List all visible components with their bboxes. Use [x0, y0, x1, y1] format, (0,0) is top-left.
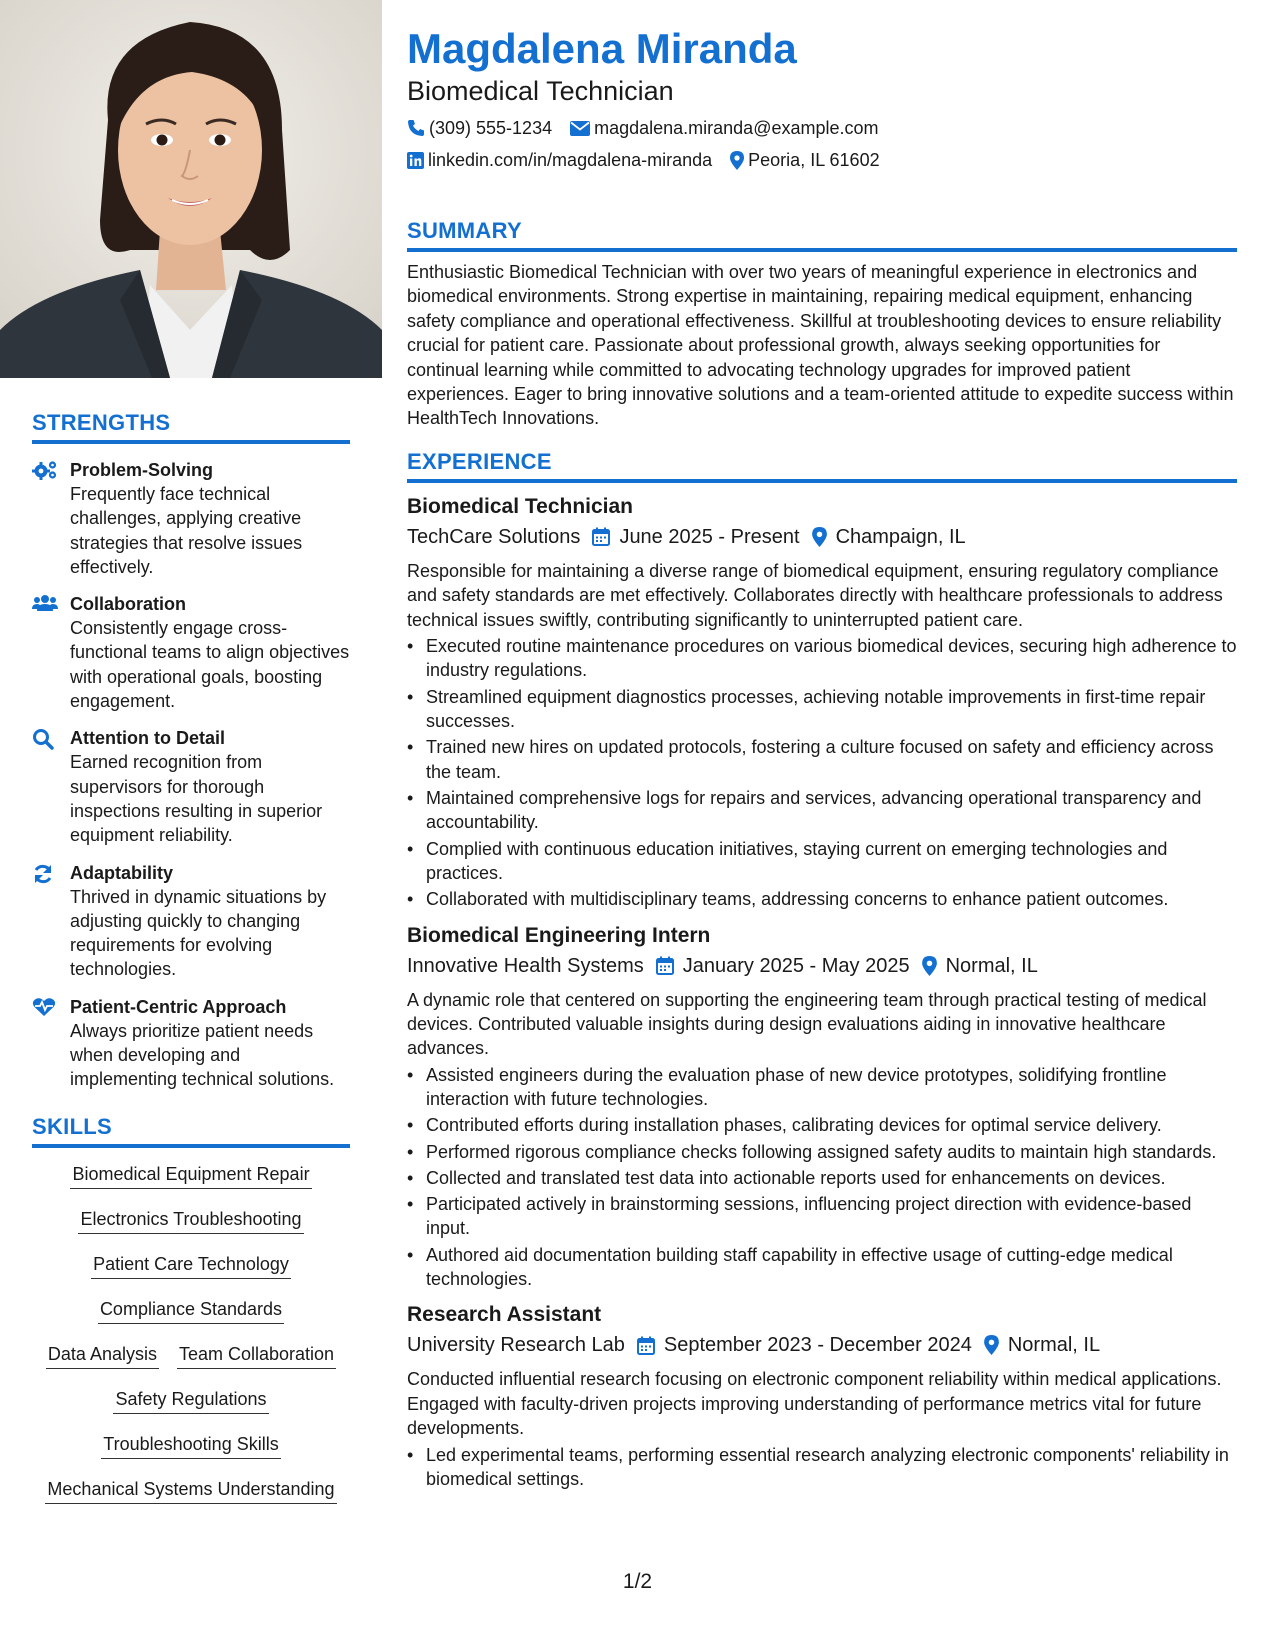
- job-title: Biomedical Technician: [407, 494, 634, 518]
- candidate-title: Biomedical Technician: [407, 76, 674, 106]
- strength-title: Problem-Solving: [70, 460, 214, 480]
- envelope-icon: [570, 121, 590, 136]
- job-meta: [407, 952, 1237, 980]
- skills-list: [32, 1162, 350, 1504]
- job-bullet: • Collaborated with multidisciplinary teams, addressing concerns to enhance patient outcomes.: [407, 887, 1237, 911]
- strength-title: Patient-Centric Approach: [70, 996, 287, 1017]
- email-contact[interactable]: [570, 116, 878, 140]
- job-dates: January 2025 - May 2025: [682, 954, 910, 977]
- job-bullet: • Participated actively in brainstorming sessions, influencing project direction with evidence-based input.: [407, 1192, 1237, 1241]
- job-dates: June 2025 - Present: [619, 525, 800, 548]
- strength-desc: Frequently face technical challenges, applying creative strategies that resolve issues effectively.: [70, 484, 303, 577]
- calendar-icon: [637, 1336, 655, 1355]
- job-description: A dynamic role that centered on supporting the engineering team through practical testing of medical devices. Contributed valuable insights during design evaluations aiding in innovative healthcare advances.: [407, 989, 1207, 1059]
- search-icon: [32, 726, 70, 847]
- job-meta: [407, 1331, 1237, 1359]
- experience-section: [407, 449, 1237, 1492]
- gears-icon: [32, 458, 70, 579]
- job-bullet: • Complied with continuous education initiatives, staying current on emerging technologies and practices.: [407, 837, 1237, 886]
- users-icon: [32, 592, 70, 713]
- summary-text: Enthusiastic Biomedical Technician with over two years of meaningful experience in electronics and biomedical environments. Strong expertise in maintaining, repairing medical equipment, enhancing safety compliance and operational effectiveness. Skillful at troubleshooting devices to ensure reliability crucial for patient care. Passionate about professional growth, always seeking opportunities for continual learning while committed to advocating technology upgrades for improved patient experiences. Eager to bring innovative solutions and a team-oriented attitude to expedite success within HealthTech Innovations.: [407, 262, 1234, 429]
- job-company: Innovative Health Systems: [407, 954, 644, 977]
- job-bullet: • Executed routine maintenance procedures on various biomedical devices, securing high adherence to industry regulations.: [407, 634, 1237, 683]
- strength-item: [32, 995, 350, 1092]
- skill-tag: Biomedical Equipment Repair: [70, 1162, 311, 1189]
- skills-section: [32, 1114, 350, 1504]
- strengths-heading: STRENGTHS: [32, 410, 350, 444]
- strength-desc: Thrived in dynamic situations by adjusting quickly to changing requirements for evolving technologies.: [70, 886, 327, 980]
- left-column: [0, 0, 382, 1650]
- job-bullets: [407, 1063, 1237, 1292]
- skill-tag: Electronics Troubleshooting: [78, 1207, 303, 1234]
- strengths-list: [32, 458, 350, 1092]
- job-description: Responsible for maintaining a diverse range of biomedical equipment, ensuring regulatory compliance and safety standards are met effectively. Collaborates directly with healthcare professionals to address technical issues swiftly, contributing significantly to uninterrupted patient care.: [407, 560, 1223, 630]
- skill-tag: Team Collaboration: [177, 1342, 336, 1369]
- job-meta: [407, 523, 1237, 551]
- strength-desc: Always prioritize patient needs when developing and implementing technical solutions.: [70, 1020, 335, 1090]
- job-bullet: • Performed rigorous compliance checks following assigned safety audits to maintain high standards.: [407, 1140, 1237, 1164]
- email-text: magdalena.miranda@example.com: [594, 118, 879, 138]
- location-text: Peoria, IL 61602: [748, 150, 880, 170]
- candidate-name: Magdalena Miranda: [407, 25, 797, 72]
- experience-heading: EXPERIENCE: [407, 449, 1237, 483]
- job-title: Research Assistant: [407, 1303, 602, 1327]
- heart-pulse-icon: [32, 995, 70, 1092]
- profile-photo: [0, 0, 382, 378]
- job-dates: September 2023 - December 2024: [663, 1334, 972, 1357]
- skill-tag: Data Analysis: [46, 1342, 159, 1369]
- skill-tag: Safety Regulations: [113, 1387, 268, 1414]
- job-bullets: [407, 1443, 1237, 1492]
- linkedin-icon: [407, 152, 424, 169]
- phone-contact[interactable]: [407, 116, 552, 140]
- job-bullet: • Assisted engineers during the evaluation phase of new device prototypes, solidifying frontline interaction with future technologies.: [407, 1063, 1237, 1112]
- contact-row: [407, 148, 1237, 172]
- job-description: Conducted influential research focusing on electronic component reliability within medical applications. Engaged with faculty-driven projects improving understanding of performance metrics vital for future developments.: [407, 1369, 1222, 1439]
- job-location: Champaign, IL: [835, 525, 966, 548]
- calendar-icon: [592, 527, 610, 546]
- job-bullet: • Led experimental teams, performing essential research analyzing electronic components' reliability in biomedical settings.: [407, 1443, 1237, 1492]
- summary-section: [407, 218, 1237, 431]
- map-pin-icon: [984, 1335, 999, 1355]
- phone-icon: [407, 119, 425, 137]
- job-bullet: • Trained new hires on updated protocols, fostering a culture focused on safety and efficiency across the team.: [407, 735, 1237, 784]
- job-bullets: [407, 634, 1237, 911]
- strength-item: [32, 861, 350, 982]
- location-contact: [730, 148, 879, 172]
- calendar-icon: [656, 956, 674, 975]
- job-company: TechCare Solutions: [407, 525, 581, 548]
- job-title: Biomedical Engineering Intern: [407, 923, 711, 947]
- skill-tag: Troubleshooting Skills: [101, 1432, 280, 1459]
- map-pin-icon: [730, 151, 744, 170]
- left-content: [32, 410, 350, 1522]
- job-bullet: • Authored aid documentation building staff capability in effective usage of cutting-edge medical technologies.: [407, 1243, 1237, 1292]
- skill-tag: Compliance Standards: [98, 1297, 284, 1324]
- strength-desc: Consistently engage cross-functional teams to align objectives with operational goals, boosting engagement.: [70, 618, 350, 712]
- job-entry: [407, 1301, 1237, 1491]
- job-bullet: • Collected and translated test data into actionable reports used for enhancements on devices.: [407, 1166, 1237, 1190]
- phone-text: (309) 555-1234: [429, 118, 553, 138]
- refresh-icon: [32, 861, 70, 982]
- summary-heading: SUMMARY: [407, 218, 1237, 252]
- strength-title: Collaboration: [70, 594, 186, 615]
- job-bullet: • Contributed efforts during installation phases, calibrating devices for optimal service delivery.: [407, 1113, 1237, 1137]
- skill-tag: Mechanical Systems Understanding: [45, 1477, 336, 1504]
- job-entry: [407, 922, 1237, 1292]
- job-bullet: • Streamlined equipment diagnostics processes, achieving notable improvements in first-time repair successes.: [407, 685, 1237, 734]
- strength-item: [32, 592, 350, 713]
- job-company: University Research Lab: [407, 1334, 625, 1357]
- strength-title: Adaptability: [70, 862, 174, 883]
- linkedin-contact[interactable]: [407, 148, 712, 172]
- skill-tag: Patient Care Technology: [91, 1252, 291, 1279]
- strength-item: [32, 726, 350, 847]
- job-location: Normal, IL: [945, 954, 1038, 977]
- job-entry: [407, 493, 1237, 912]
- linkedin-text: linkedin.com/in/magdalena-miranda: [428, 150, 713, 170]
- skills-heading: SKILLS: [32, 1114, 350, 1148]
- map-pin-icon: [922, 956, 937, 976]
- contact-row: [407, 116, 1237, 140]
- right-column: [407, 24, 1237, 1493]
- job-location: Normal, IL: [1007, 1334, 1101, 1357]
- strength-title: Attention to Detail: [70, 728, 225, 749]
- map-pin-icon: [812, 527, 827, 547]
- page-number: 1/2: [622, 1570, 653, 1593]
- strength-desc: Earned recognition from supervisors for thorough inspections resulting in superior equipment reliability.: [70, 752, 323, 846]
- strength-item: [32, 458, 350, 579]
- job-bullet: • Maintained comprehensive logs for repairs and services, advancing operational transparency and accountability.: [407, 786, 1237, 835]
